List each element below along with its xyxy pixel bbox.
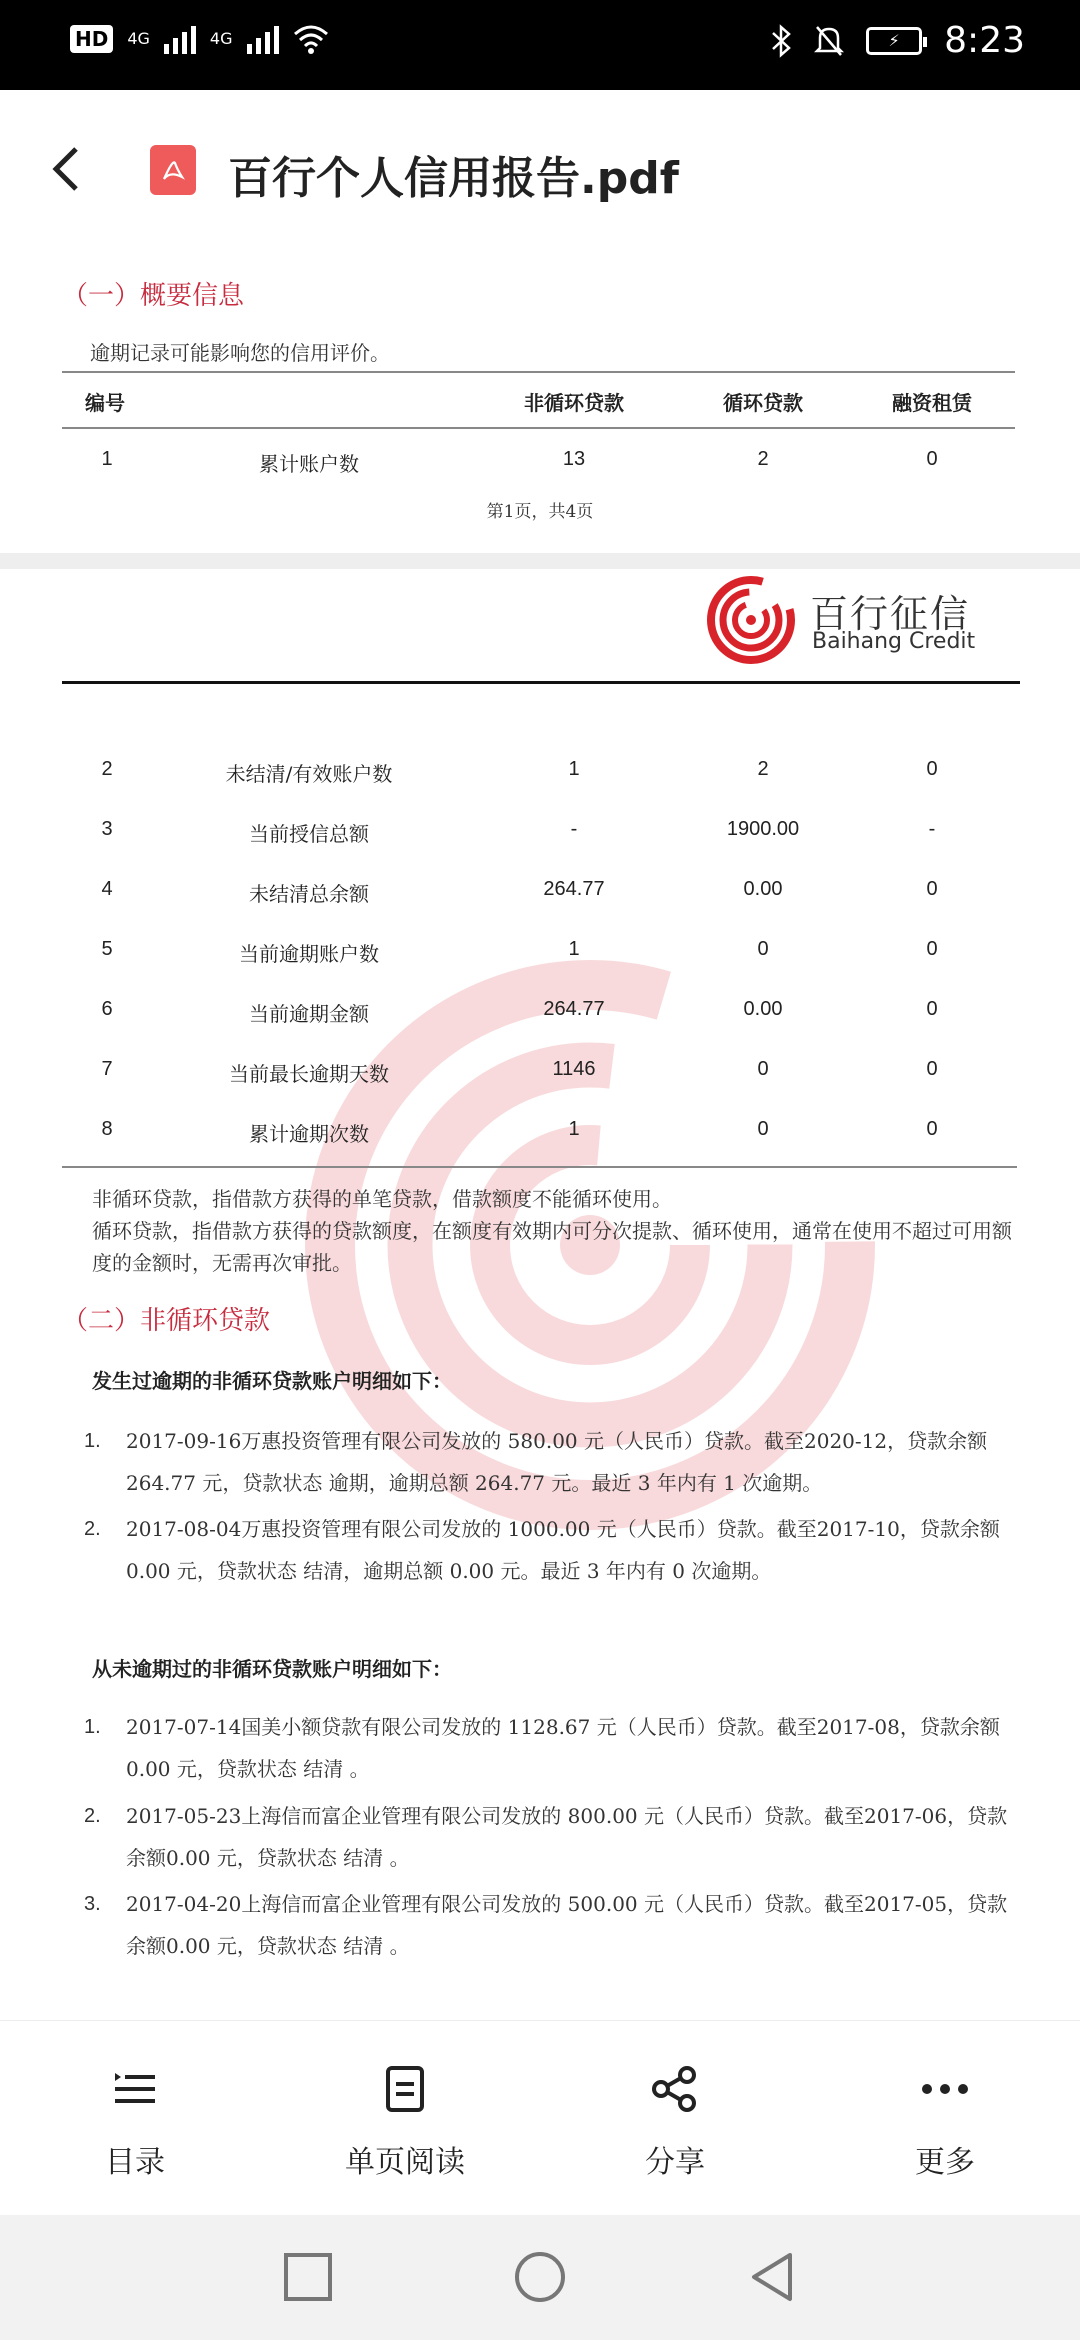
row-number: 4 <box>101 878 113 900</box>
revolving-value: 0 <box>757 1118 769 1140</box>
leasing-value: 0 <box>926 998 938 1020</box>
list-item <box>84 1508 1019 1592</box>
row-number: 6 <box>101 998 113 1020</box>
row-number: 1 <box>101 448 113 470</box>
share-button[interactable] <box>575 2059 775 2181</box>
recent-apps-icon[interactable] <box>276 2245 340 2309</box>
row-label: 当前最长逾期天数 <box>229 1062 389 1086</box>
logo-text-cn: 百行征信 <box>810 592 971 636</box>
non-revolving-value: 13 <box>562 448 586 470</box>
overdue-note: 逾期记录可能影响您的信用评价。 <box>90 341 390 365</box>
list-text: 2017-07-14国美小额贷款有限公司发放的 1128.67 元（人民币）贷款。截至2017-08，贷款余额0.00 元，贷款状态 结清 。 <box>126 1715 1000 1781</box>
document-icon <box>385 2065 425 2113</box>
row-label: 未结清/有效账户数 <box>225 762 393 786</box>
overdue-subheading: 发生过逾期的非循环贷款账户明细如下： <box>92 1369 452 1393</box>
mute-bell-icon <box>814 24 844 58</box>
list-item <box>84 1420 1019 1504</box>
revolving-value: 0 <box>757 938 769 960</box>
list-item <box>84 1795 1019 1879</box>
leasing-value: 0 <box>926 1118 938 1140</box>
more-dots-icon <box>921 2083 969 2095</box>
column-header: 编号 <box>85 391 125 415</box>
list-number: 2. <box>84 1805 101 1827</box>
bluetooth-icon <box>770 24 792 58</box>
section-heading: （一）概要信息 <box>62 281 245 311</box>
bottom-toolbar <box>0 2020 1080 2215</box>
row-label: 当前授信总额 <box>249 822 369 846</box>
back-icon[interactable] <box>740 2245 804 2309</box>
table-top-rule <box>62 371 1015 373</box>
non-revolving-value: 264.77 <box>543 998 605 1020</box>
leasing-value: 0 <box>926 1058 938 1080</box>
single-page-label: 单页阅读 <box>345 2145 465 2180</box>
signal-icon <box>164 24 196 54</box>
non-revolving-value: 1 <box>568 938 580 960</box>
list-item <box>84 1883 1019 1967</box>
system-nav-bar <box>0 2215 1080 2340</box>
page-header-rule <box>62 681 1020 684</box>
row-number: 7 <box>101 1058 113 1080</box>
row-label: 未结清总余额 <box>249 882 369 906</box>
page-number: 第1页，共4页 <box>486 502 594 522</box>
logo-text-en: Baihang Credit <box>812 629 976 654</box>
row-label: 累计账户数 <box>259 452 359 476</box>
list-number: 1. <box>84 1430 101 1452</box>
pdf-viewer[interactable] <box>0 255 1080 2020</box>
revolving-value: 1900.00 <box>726 818 800 840</box>
leasing-value: 0 <box>926 448 938 470</box>
non-revolving-value: 1 <box>568 758 580 780</box>
leasing-value: 0 <box>926 878 938 900</box>
column-header: 循环贷款 <box>723 391 803 415</box>
toc-button[interactable] <box>35 2059 235 2181</box>
normal-subheading: 从未逾期过的非循环贷款账户明细如下： <box>92 1657 452 1681</box>
non-revolving-value: 264.77 <box>543 878 605 900</box>
explanation-non-revolving: 非循环贷款，指借款方获得的单笔贷款，借款额度不能循环使用。 <box>92 1187 672 1211</box>
wifi-icon <box>293 24 329 54</box>
section-heading: （二）非循环贷款 <box>62 1306 271 1336</box>
table-bottom-rule <box>62 1166 1017 1168</box>
list-number: 2. <box>84 1518 101 1540</box>
non-revolving-value: 1 <box>568 1118 580 1140</box>
status-left <box>70 24 329 54</box>
status-right <box>770 20 1025 61</box>
list-item <box>84 1706 1019 1790</box>
row-label: 当前逾期账户数 <box>239 942 379 966</box>
list-number: 3. <box>84 1893 101 1915</box>
non-revolving-value: 1146 <box>552 1058 596 1080</box>
battery-icon: ⚡ <box>866 27 922 55</box>
share-icon <box>651 2065 699 2113</box>
more-label: 更多 <box>915 2145 975 2180</box>
explanation-revolving: 循环贷款，指借款方获得的贷款额度，在额度有效期内可分次提款、循环使用，通常在使用不超过可用额度的金额时，无需再次审批。 <box>92 1219 1012 1275</box>
page-gap <box>0 553 1080 569</box>
app-header <box>0 90 1080 255</box>
list-number: 1. <box>84 1716 101 1738</box>
table-header-rule <box>62 427 1015 429</box>
sim1-network: 4G <box>127 29 150 48</box>
non-revolving-value: - <box>570 818 578 840</box>
share-label: 分享 <box>645 2145 705 2180</box>
revolving-value: 0.00 <box>743 878 783 900</box>
leasing-value: 0 <box>926 938 938 960</box>
row-number: 5 <box>101 938 113 960</box>
list-icon <box>113 2069 157 2109</box>
row-label: 当前逾期金额 <box>249 1002 369 1026</box>
list-text: 2017-05-23上海信而富企业管理有限公司发放的 800.00 元（人民币）贷款。截至2017-06，贷款余额0.00 元，贷款状态 结清 。 <box>126 1804 1008 1870</box>
document-title: 百行个人信用报告.pdf <box>228 153 679 204</box>
list-text: 2017-08-04万惠投资管理有限公司发放的 1000.00 元（人民币）贷款。截至2017-10，贷款余额0.00 元，贷款状态 结清，逾期总额 0.00 元。最近 3 年内有 0 次逾期。 <box>126 1517 1000 1583</box>
toc-label: 目录 <box>105 2145 165 2180</box>
hd-indicator: HD <box>70 25 113 53</box>
signal-icon <box>247 24 279 54</box>
baihang-logo <box>705 575 985 665</box>
row-label: 累计逾期次数 <box>249 1122 369 1146</box>
list-text: 2017-09-16万惠投资管理有限公司发放的 580.00 元（人民币）贷款。截至2020-12，贷款余额 264.77 元，贷款状态 逾期，逾期总额 264.77 元。最近 3 年内有 1 次逾期。 <box>126 1429 988 1495</box>
pdf-file-icon <box>150 145 196 195</box>
column-header: 融资租赁 <box>892 391 972 415</box>
row-number: 3 <box>101 818 113 840</box>
row-number: 8 <box>101 1118 113 1140</box>
list-text: 2017-04-20上海信而富企业管理有限公司发放的 500.00 元（人民币）贷款。截至2017-05，贷款余额0.00 元，贷款状态 结清 。 <box>126 1892 1008 1958</box>
revolving-value: 2 <box>757 448 769 470</box>
clock: 8:23 <box>944 20 1025 61</box>
sim2-network: 4G <box>209 29 233 48</box>
leasing-value: - <box>928 818 936 840</box>
home-icon[interactable] <box>508 2245 572 2309</box>
row-number: 2 <box>101 758 113 780</box>
back-arrow-icon[interactable] <box>50 145 80 203</box>
revolving-value: 0 <box>757 1058 769 1080</box>
explanation-paragraph <box>62 1183 1017 1279</box>
column-header: 非循环贷款 <box>524 391 624 415</box>
leasing-value: 0 <box>926 758 938 780</box>
revolving-value: 2 <box>757 758 769 780</box>
revolving-value: 0.00 <box>743 998 783 1020</box>
more-button[interactable] <box>845 2059 1045 2181</box>
status-bar <box>0 0 1080 90</box>
single-page-button[interactable] <box>305 2059 505 2181</box>
